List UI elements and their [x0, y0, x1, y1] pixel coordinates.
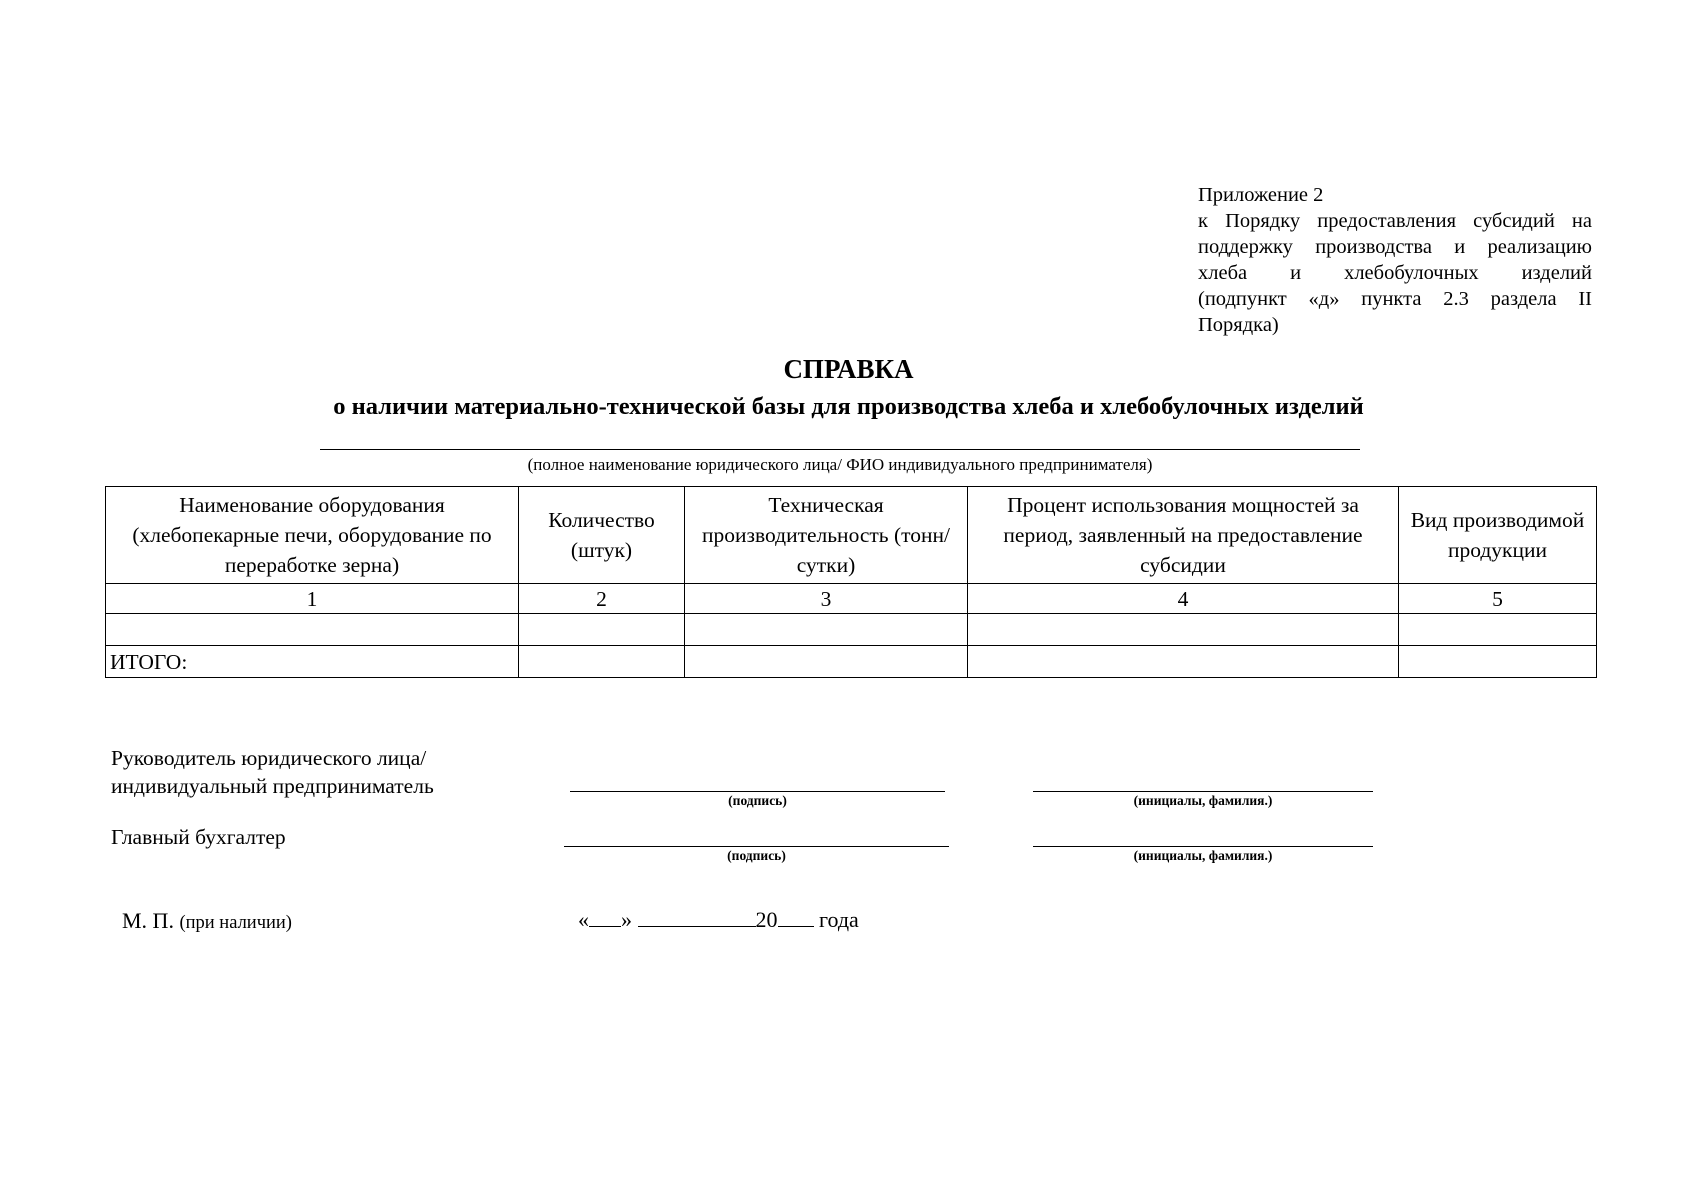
table-cell[interactable]	[106, 614, 519, 646]
column-number: 3	[685, 584, 968, 614]
document-subtitle: о наличии материально-технической базы для производства хлеба и хлебобулочных изделий	[333, 393, 1364, 420]
date-close-quote: »	[621, 907, 632, 932]
head-signature-field[interactable]	[570, 791, 945, 792]
header-product-type: Вид производимой продукции	[1399, 487, 1597, 584]
column-number: 5	[1399, 584, 1597, 614]
head-signatory-label	[111, 744, 434, 800]
date-suffix: года	[819, 907, 859, 932]
year-prefix: 20	[755, 907, 778, 932]
table-cell[interactable]	[968, 614, 1399, 646]
table-cell[interactable]	[519, 614, 685, 646]
accountant-name-caption: (инициалы, фамилия.)	[1133, 848, 1273, 863]
header-quantity: Количество (штук)	[519, 487, 685, 584]
entity-name-caption: (полное наименование юридического лица/ ФИО индивидуального предпринимателя)	[527, 455, 1153, 474]
document-title: СПРАВКА	[783, 354, 914, 384]
table-row	[106, 614, 1597, 646]
accountant-label: Главный бухгалтер	[111, 825, 286, 849]
entity-name-field[interactable]	[320, 449, 1360, 450]
head-name-caption: (инициалы, фамилия.)	[1133, 793, 1273, 808]
total-label: ИТОГО:	[106, 646, 519, 678]
table-number-row	[106, 584, 1597, 614]
table-cell[interactable]	[519, 646, 685, 678]
table-cell[interactable]	[685, 614, 968, 646]
appendix-line: Порядка)	[1198, 314, 1279, 336]
appendix-line: к Порядку предоставления субсидий на	[1198, 210, 1592, 232]
column-number: 2	[519, 584, 685, 614]
header-equipment-name: Наименование оборудования (хлебопекарные печи, оборудование по переработке зерна)	[106, 487, 519, 584]
table-total-row	[106, 646, 1597, 678]
appendix-block	[1198, 182, 1592, 338]
head-label-line: Руководитель юридического лица/	[111, 746, 427, 770]
equipment-table	[105, 486, 1597, 678]
head-name-field[interactable]	[1033, 791, 1373, 792]
header-usage-percent: Процент использования мощностей за период, заявленный на предоставление субсидии	[968, 487, 1399, 584]
date-field	[578, 906, 859, 933]
accountant-signature-field[interactable]	[564, 846, 949, 847]
date-open-quote: «	[578, 907, 589, 932]
stamp-label: М. П.	[122, 908, 174, 933]
column-number: 1	[106, 584, 519, 614]
day-field[interactable]	[589, 906, 621, 927]
table-cell[interactable]	[1399, 646, 1597, 678]
accountant-name-field[interactable]	[1033, 846, 1373, 847]
appendix-line: (подпункт «д» пункта 2.3 раздела II	[1198, 288, 1592, 310]
head-label-line: индивидуальный предприниматель	[111, 774, 434, 798]
appendix-line: Приложение 2	[1198, 184, 1324, 206]
month-field[interactable]	[638, 906, 756, 927]
table-cell[interactable]	[968, 646, 1399, 678]
year-field[interactable]	[778, 906, 814, 927]
accountant-signature-caption: (подпись)	[727, 848, 786, 863]
head-signature-caption: (подпись)	[728, 793, 787, 808]
table-cell[interactable]	[1399, 614, 1597, 646]
appendix-line: хлеба и хлебобулочных изделий	[1198, 262, 1592, 284]
stamp-place	[122, 908, 292, 934]
appendix-line: поддержку производства и реализацию	[1198, 236, 1592, 258]
stamp-note: (при наличии)	[179, 913, 292, 933]
column-number: 4	[968, 584, 1399, 614]
table-header-row	[106, 487, 1597, 584]
header-capacity: Техническая производительность (тонн/сутки)	[685, 487, 968, 584]
table-cell[interactable]	[685, 646, 968, 678]
